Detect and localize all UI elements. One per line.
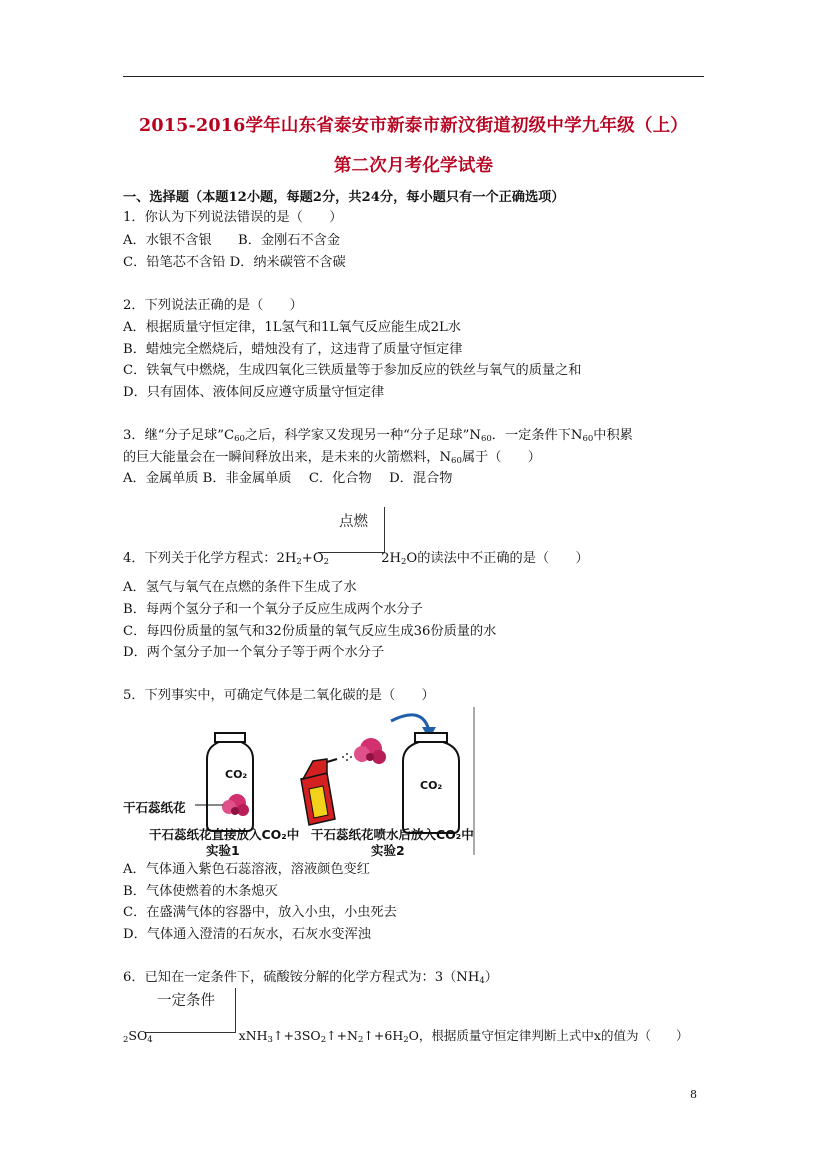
question-3-stem-line2: 的巨大能量会在一瞬间释放出来，是未来的火箭燃料，$N_{60}$属于（ ） [123, 450, 541, 466]
page-number: 8 [690, 1088, 697, 1101]
experiment-2-caption: 干石蕊纸花喷水后放入CO₂中 [311, 827, 474, 842]
question-2-option-c: C．铁氧气中燃烧，生成四氧化三铁质量等于参加反应的铁丝与氧气的质量之和 [123, 363, 582, 378]
question-2-option-a: A．根据质量守恒定律，1L氢气和1L氧气反应能生成2L水 [123, 320, 461, 335]
document-title-line2: 第二次月考化学试卷 [333, 156, 494, 176]
question-2-option-b: B．蜡烛完全燃烧后，蜡烛没有了，这违背了质量守恒定律 [123, 342, 463, 357]
reaction-condition-text: 一定条件 [157, 993, 215, 1009]
jar-1-label: CO₂ [225, 768, 248, 781]
document-title-line1: 2015-2016学年山东省泰安市新泰市新汶街道初级中学九年级（上） [139, 116, 688, 136]
flower-label: 干石蕊纸花 [123, 800, 186, 815]
question-1-options-ab: A．水银不含银 B．金刚石不含金 [123, 233, 341, 248]
question-5-option-c: C．在盛满气体的容器中，放入小虫，小虫死去 [123, 905, 397, 920]
question-4-option-c: C．每四份质量的氢气和32份质量的氧气反应生成36份质量的水 [123, 624, 497, 639]
experiment-1-label: 实验1 [206, 843, 240, 858]
question-1-options-cd: C．铅笔芯不含铅 D．纳米碳管不含碳 [123, 255, 346, 270]
question-2-option-d: D．只有固体、液体间反应遵守质量守恒定律 [123, 385, 385, 400]
reaction-condition-ignite: 点燃 [339, 514, 368, 530]
section-heading: 一、选择题（本题12小题，每题2分，共24分，每小题只有一个正确选项） [123, 190, 565, 205]
experiment-figure [123, 707, 475, 857]
jar-2-label: CO₂ [420, 779, 443, 792]
experiment-2-label: 实验2 [371, 843, 405, 858]
gas-jar-1 [207, 733, 253, 831]
question-4-stem: 4．下列关于化学方程式：$2H_2+O_2$ $2H_2O$的读法中不正确的是（ ） [123, 551, 589, 567]
question-5-option-a: A．气体通入紫色石蕊溶液，溶液颜色变红 [123, 862, 370, 877]
question-5-option-d: D．气体通入澄清的石灰水，石灰水变浑浊 [123, 927, 371, 942]
question-5-stem: 5．下列事实中，可确定气体是二氧化碳的是（ ） [123, 688, 435, 703]
question-5-option-b: B．气体使燃着的木条熄灭 [123, 884, 278, 899]
question-6-stem: 6．已知在一定条件下，硫酸铵分解的化学方程式为：$3(NH_4)$ [123, 970, 498, 986]
question-6-equation-line: $_2SO_4$ $xNH_3↑+3SO_2↑+N_2↑+6H_2O$，根据质量守恒定律判断上式中x的值为（ ） [123, 1028, 689, 1045]
experiment-1-caption: 干石蕊纸花直接放入CO₂中 [149, 827, 300, 842]
question-4-option-d: D．两个氢分子加一个氧分子等于两个水分子 [123, 645, 385, 660]
spray-bottle [301, 753, 352, 825]
question-3-options: A．金属单质 B．非金属单质 C．化合物 D．混合物 [123, 471, 453, 486]
question-4-option-a: A．氢气与氧气在点燃的条件下生成了水 [123, 580, 357, 595]
question-1-stem: 1．你认为下列说法错误的是（ ） [123, 210, 343, 225]
flower-2 [354, 738, 386, 764]
question-3-stem-line1: 3．继“分子足球$”C_{60}$之后，科学家又发现另一种“分子足球$”N_{60}$．一定条件下$N_{60}$中积累 [123, 428, 633, 444]
header-rule [123, 76, 704, 77]
question-4-option-b: B．每两个氢分子和一个氧分子反应生成两个水分子 [123, 602, 423, 617]
question-2-stem: 2．下列说法正确的是（ ） [123, 298, 303, 313]
